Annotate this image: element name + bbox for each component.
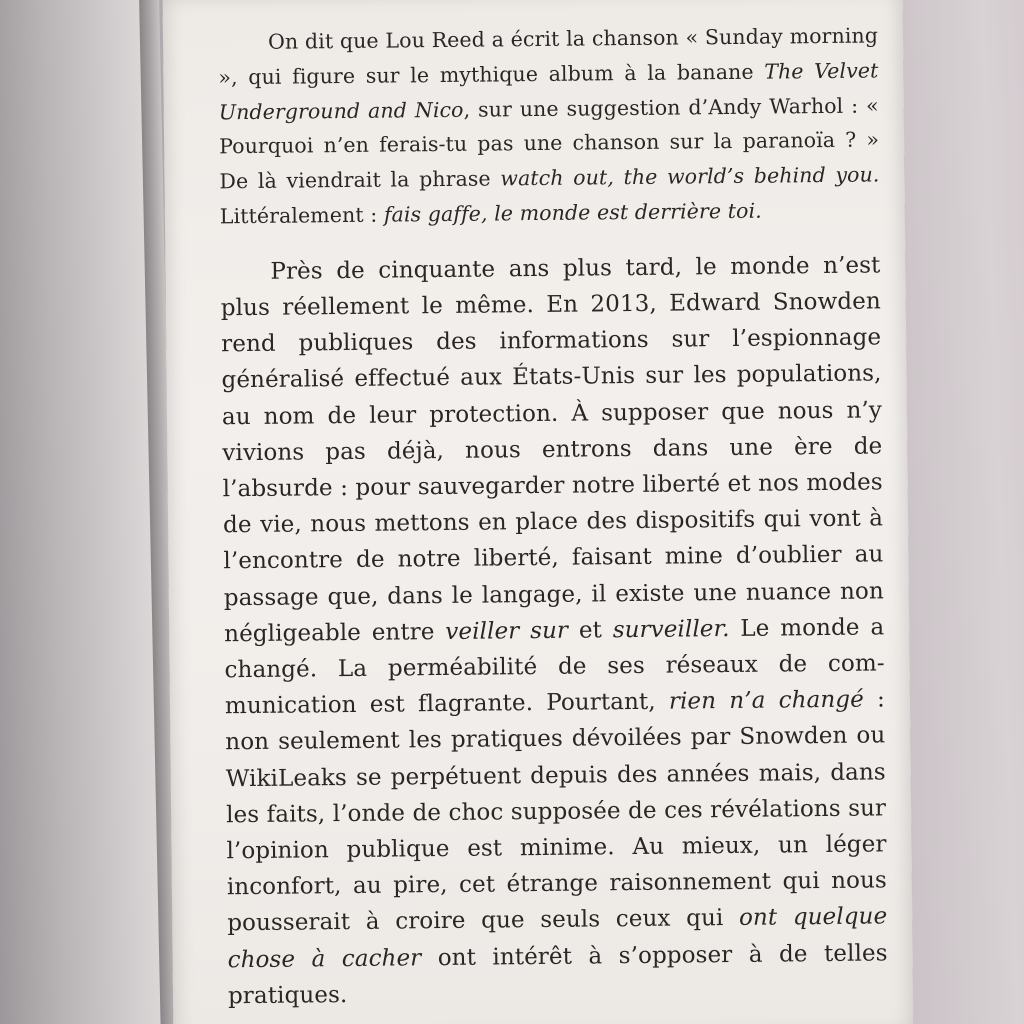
text-run: , sur une suggestion d’Andy Warhol : « Pourquoi n’en ferais-tu pas une chanson sur la paranoïa ? » De là viendrait la phrase	[219, 93, 880, 194]
text-run: Près de cinquante ans plus tard, le monde n’est plus réellement le même. En 2013, Edward Snowden rend publiques des informations sur l’espionnage généralisé effectué aux États-Unis sur les populations, au nom de leur protection. À supposer que nous n’y vivions pas déjà, nous entrons dans une ère de l’absurde : pour sauvegarder notre liberté et nos modes de vie, nous mettons en place des dispositifs qui vont à l’encontre de notre liberté, faisant mine d’oublier au passage que, dans le langage, il existe une nuance non négligeable entre	[220, 252, 884, 648]
text-run: Littéralement :	[219, 202, 385, 229]
emphasis-veiller-sur: veiller sur	[445, 617, 569, 645]
text-run: ont intérêt à s’opposer à de telles pratiques.	[227, 940, 888, 1010]
emphasis-quelque-chose: ont quelque chose à cacher	[227, 903, 888, 973]
lyric-quote: watch out, the world’s behind you.	[500, 162, 880, 191]
text-run: : non seulement les pratiques dévoilées par Snowden ou WikiLeaks se perpétuent depuis des années mais, dans les faits, l’onde de choc supposée de ces révélations sur l’opinion publique est minime. Au mieux, un léger inconfort, au pire, cet étrange raisonnement qui nous pousserait à croire que seuls ceux qui	[225, 686, 887, 937]
page-text	[218, 18, 889, 1024]
paragraph-1	[218, 18, 880, 234]
book-page	[163, 0, 914, 1024]
paragraph-2	[220, 247, 888, 1014]
translation-quote: fais gaffe, le monde est derrière toi.	[383, 198, 762, 227]
album-title: The Velvet Underground and Nico	[218, 58, 879, 124]
text-run: Le monde a changé. La perméabilité de ses réseaux de communication est flagrante. Pourtant,	[224, 614, 885, 720]
emphasis-surveiller: surveiller.	[612, 615, 730, 644]
emphasis-rien-na-change: rien n’a changé	[668, 686, 865, 715]
text-run: et	[567, 617, 613, 644]
text-run: On dit que Lou Reed a écrit la chanson « Sunday morning », qui figure sur le mythique album à la banane	[218, 23, 879, 90]
